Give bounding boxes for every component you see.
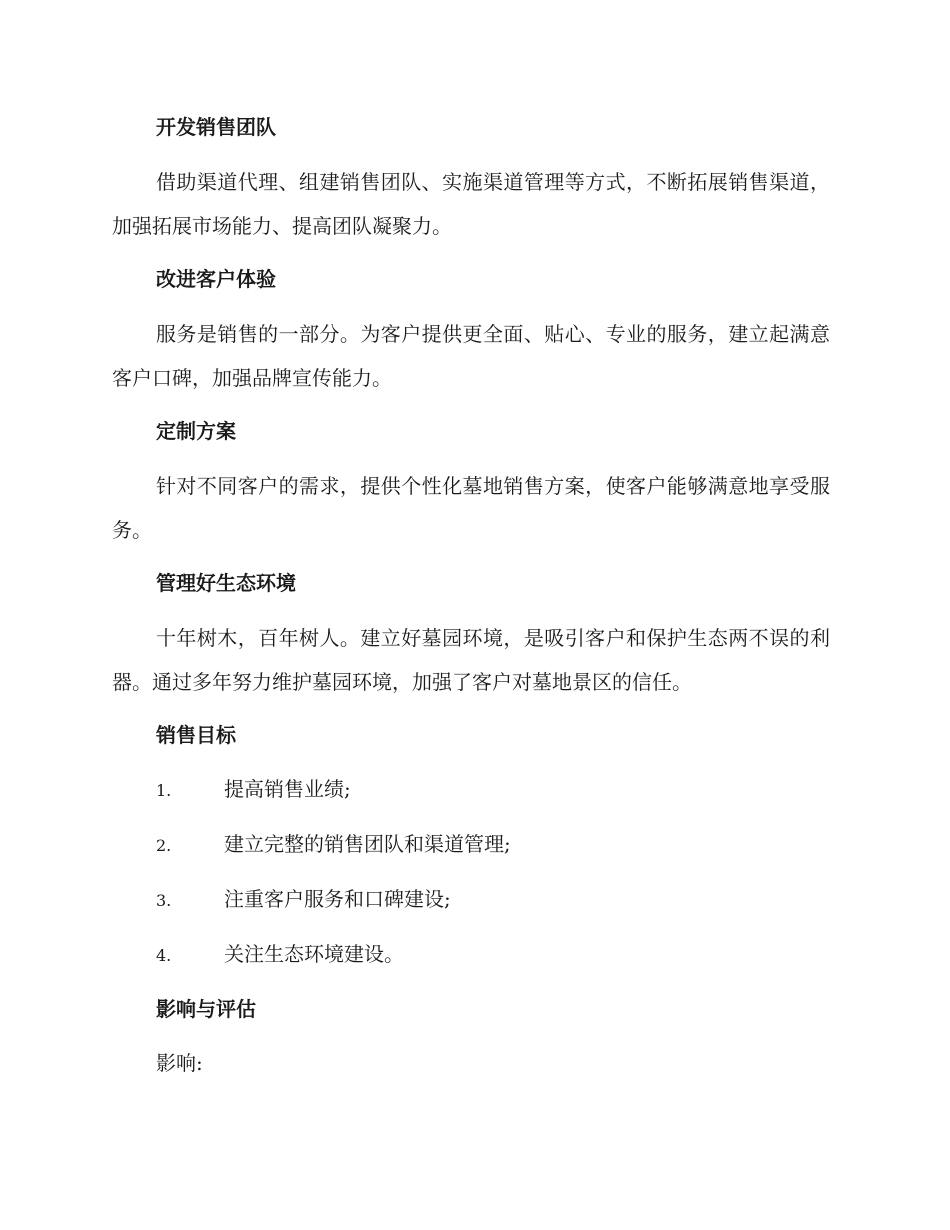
section-heading-customer-experience: 改进客户体验 bbox=[156, 267, 276, 291]
list-item-number: 2. bbox=[156, 836, 172, 855]
section-heading-custom-plan: 定制方案 bbox=[156, 419, 236, 443]
list-item bbox=[156, 941, 404, 969]
list-item-number: 3. bbox=[156, 891, 172, 910]
list-item-text: 关注生态环境建设。 bbox=[224, 942, 404, 966]
list-item bbox=[156, 776, 351, 804]
section-heading-impact: 影响与评估 bbox=[156, 997, 256, 1021]
impact-label: 影响: bbox=[156, 1051, 203, 1075]
list-item bbox=[156, 831, 511, 859]
section-heading-sales-goals: 销售目标 bbox=[156, 723, 236, 747]
list-item-text: 提高销售业绩; bbox=[224, 777, 351, 801]
list-item-number: 1. bbox=[156, 781, 172, 800]
list-item bbox=[156, 886, 451, 914]
section-body-ecology: 十年树木，百年树人。建立好墓园环境，是吸引客户和保护生态两不误的利器。通过多年努力维护墓园环境，加强了客户对墓地景区的信任。 bbox=[112, 626, 830, 694]
section-heading-ecology: 管理好生态环境 bbox=[156, 571, 296, 595]
section-body-custom-plan: 针对不同客户的需求，提供个性化墓地销售方案，使客户能够满意地享受服务。 bbox=[112, 474, 830, 542]
list-item-text: 注重客户服务和口碑建设; bbox=[224, 887, 451, 911]
section-body-customer-experience: 服务是销售的一部分。为客户提供更全面、贴心、专业的服务，建立起满意客户口碑，加强品牌宣传能力。 bbox=[112, 322, 830, 390]
list-item-text: 建立完整的销售团队和渠道管理; bbox=[224, 832, 511, 856]
list-item-number: 4. bbox=[156, 946, 172, 965]
section-body-sales-team: 借助渠道代理、组建销售团队、实施渠道管理等方式，不断拓展销售渠道，加强拓展市场能力、提高团队凝聚力。 bbox=[112, 170, 830, 238]
section-heading-sales-team: 开发销售团队 bbox=[156, 115, 276, 139]
